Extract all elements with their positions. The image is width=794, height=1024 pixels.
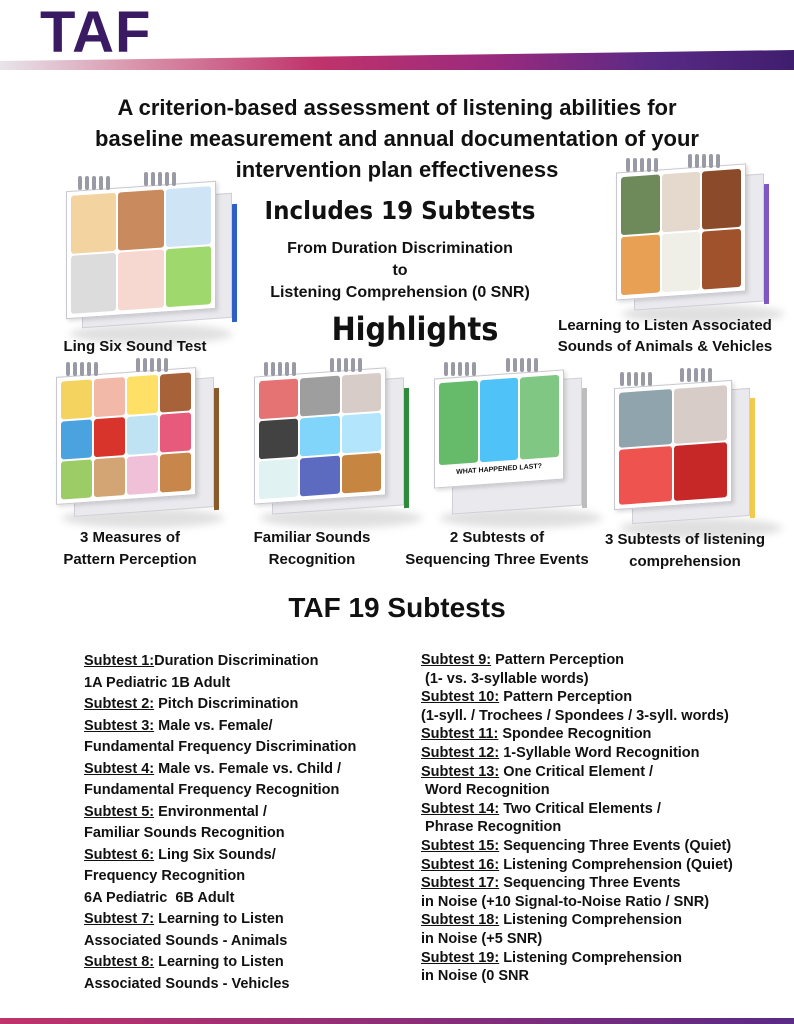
subtest-line xyxy=(421,930,733,949)
subtest-number: Subtest 13: xyxy=(421,763,500,780)
caption-ling: Ling Six Sound Test xyxy=(63,338,207,355)
calendar-page xyxy=(434,369,564,488)
range-start: From Duration Discrimination xyxy=(287,240,513,257)
subtest-number: Subtest 19: xyxy=(421,949,500,966)
calendar-rings xyxy=(626,158,658,172)
subtest-list-left xyxy=(84,651,356,995)
subtest-text: Associated Sounds - Vehicles xyxy=(84,975,290,992)
ring xyxy=(85,176,89,190)
ring xyxy=(520,358,524,372)
ring xyxy=(648,372,652,386)
picture-cell xyxy=(166,186,211,247)
ring xyxy=(627,372,631,386)
highlights-heading: Highlights xyxy=(331,310,499,348)
ring xyxy=(264,362,268,376)
calendar-edge xyxy=(214,388,219,510)
picture-cell xyxy=(520,375,559,460)
ring xyxy=(465,362,469,376)
ring xyxy=(344,358,348,372)
ring xyxy=(271,362,275,376)
caption-comprehension xyxy=(590,529,780,573)
includes-heading: Includes 19 Subtests xyxy=(264,196,536,225)
subtest-number: Subtest 16: xyxy=(421,856,500,873)
subtests-heading: TAF 19 Subtests xyxy=(288,592,506,623)
subtest-line xyxy=(421,763,733,782)
calendar-page xyxy=(56,367,196,505)
ring xyxy=(78,176,82,190)
ring xyxy=(708,368,712,382)
subtest-number: Subtest 15: xyxy=(421,837,500,854)
subtest-line xyxy=(84,952,356,974)
subtest-number: Subtest 8: xyxy=(84,954,155,970)
ring xyxy=(94,362,98,376)
ring xyxy=(709,154,713,168)
subtest-text: Word Recognition xyxy=(421,782,550,799)
caption-line: 3 Subtests of listening xyxy=(604,531,766,548)
ring xyxy=(695,154,699,168)
range-to: to xyxy=(392,262,408,279)
ring xyxy=(66,362,70,376)
calendar-edge xyxy=(582,388,587,508)
ring xyxy=(633,158,637,172)
subtest-line xyxy=(84,931,356,953)
ring xyxy=(172,172,176,186)
subtest-line xyxy=(84,866,356,888)
subtest-line xyxy=(84,845,356,867)
subtest-line xyxy=(421,800,733,819)
subtest-line xyxy=(421,707,733,726)
subtest-line xyxy=(84,802,356,824)
ring xyxy=(513,358,517,372)
picture-cell xyxy=(71,253,116,314)
subtest-text: Duration Discrimination xyxy=(154,653,319,669)
picture-cell xyxy=(160,452,191,492)
subtest-text: in Noise (+5 SNR) xyxy=(421,930,543,947)
ring xyxy=(694,368,698,382)
ring xyxy=(157,358,161,372)
picture-cell xyxy=(127,415,158,455)
subtest-number: Subtest 5: xyxy=(84,803,155,820)
caption-sequencing xyxy=(392,527,602,571)
subtest-text: in Noise (0 SNR xyxy=(421,968,529,985)
subtest-line xyxy=(421,967,733,986)
pattern-perception-calendar-image xyxy=(52,360,212,520)
calendar-rings xyxy=(444,362,476,376)
ling-six-calendar-image xyxy=(60,176,220,336)
ring xyxy=(106,176,110,190)
calendar-rings xyxy=(330,358,362,372)
picture-cell xyxy=(61,459,92,499)
caption-learning xyxy=(540,315,790,357)
calendar-edge xyxy=(750,398,755,518)
subtest-line xyxy=(421,874,733,893)
ring xyxy=(716,154,720,168)
subtest-text: Associated Sounds - Animals xyxy=(84,932,288,949)
caption-line: Pattern Perception xyxy=(63,551,197,568)
ring xyxy=(292,362,296,376)
subtest-line xyxy=(84,694,356,716)
picture-cell xyxy=(674,385,727,444)
subtest-text: One Critical Element / xyxy=(499,763,654,780)
comprehension-calendar-image xyxy=(610,370,770,530)
ring xyxy=(285,362,289,376)
subtest-text: Male vs. Female vs. Child / xyxy=(154,760,342,777)
ring xyxy=(330,358,334,372)
picture-cell xyxy=(480,378,519,463)
subtest-line xyxy=(421,725,733,744)
subtest-line xyxy=(421,837,733,856)
picture-cell xyxy=(621,234,660,295)
ring xyxy=(688,154,692,168)
ring xyxy=(358,358,362,372)
sequencing-calendar-image xyxy=(430,360,590,520)
subtest-line xyxy=(84,780,356,802)
ring xyxy=(158,172,162,186)
subtest-text: 1A Pediatric 1B Adult xyxy=(84,674,231,691)
subtest-line xyxy=(84,909,356,931)
subtest-line xyxy=(421,949,733,968)
subtest-text: Sequencing Three Events (Quiet) xyxy=(499,837,732,854)
calendar-page xyxy=(66,181,216,319)
subtest-number: Subtest 6: xyxy=(84,846,155,863)
calendar-inset-label: WHAT HAPPENED LAST? xyxy=(456,462,542,477)
footer-rule xyxy=(0,1018,794,1024)
calendar-edge xyxy=(764,184,769,304)
picture-cell xyxy=(94,417,125,457)
subtest-number: Subtest 3: xyxy=(84,717,155,734)
picture-cell xyxy=(94,457,125,497)
subtest-text: Two Critical Elements / xyxy=(499,800,661,817)
caption-line: Sequencing Three Events xyxy=(405,551,589,568)
picture-cell xyxy=(61,379,92,419)
subtest-number: Subtest 17: xyxy=(421,875,500,892)
ring xyxy=(337,358,341,372)
tagline-line: intervention plan effectiveness xyxy=(235,157,559,182)
picture-cell xyxy=(662,172,701,233)
caption-line: Sounds of Animals & Vehicles xyxy=(557,338,773,355)
subtest-line xyxy=(84,651,356,673)
subtest-text: (1- vs. 3-syllable words) xyxy=(421,670,589,687)
subtest-text: Fundamental Frequency Discrimination xyxy=(84,739,357,755)
subtest-number: Subtest 9: xyxy=(421,652,492,668)
calendar-rings xyxy=(688,154,720,168)
subtest-line xyxy=(421,818,733,837)
subtest-line xyxy=(84,759,356,781)
calendar-rings xyxy=(78,176,110,190)
subtest-text: Learning to Listen xyxy=(154,911,284,927)
subtest-line xyxy=(421,911,733,930)
picture-cell xyxy=(342,373,381,414)
calendar-page xyxy=(254,367,386,504)
calendar-rings xyxy=(264,362,296,376)
picture-cell xyxy=(118,189,163,250)
ring xyxy=(99,176,103,190)
picture-cell xyxy=(619,446,672,505)
picture-cell xyxy=(94,377,125,417)
subtest-line xyxy=(421,744,733,763)
picture-cell xyxy=(71,193,116,254)
picture-cell xyxy=(342,453,381,494)
range-end: Listening Comprehension (0 SNR) xyxy=(270,284,530,301)
subtest-number: Subtest 1: xyxy=(84,653,155,669)
tagline-line: A criterion-based assessment of listening abilities for xyxy=(117,95,677,120)
subtest-range xyxy=(230,238,570,304)
subtest-number: Subtest 4: xyxy=(84,760,155,777)
ring xyxy=(80,362,84,376)
picture-cell xyxy=(621,174,660,235)
caption-line: 2 Subtests of xyxy=(449,529,545,546)
subtest-number: Subtest 2: xyxy=(84,696,155,712)
subtest-text: Listening Comprehension xyxy=(499,912,683,929)
subtest-text: Frequency Recognition xyxy=(84,868,246,884)
picture-cell xyxy=(439,380,478,465)
ring xyxy=(641,372,645,386)
ring xyxy=(458,362,462,376)
caption-line: 3 Measures of xyxy=(79,529,181,546)
ring xyxy=(620,372,624,386)
calendar-edge xyxy=(404,388,409,508)
ring xyxy=(634,372,638,386)
subtest-line xyxy=(84,974,356,996)
subtest-number: Subtest 11: xyxy=(421,726,499,743)
subtest-text: Pattern Perception xyxy=(499,689,633,706)
ring xyxy=(143,358,147,372)
picture-cell xyxy=(342,413,381,454)
calendar-rings xyxy=(680,368,712,382)
subtest-text: (1-syll. / Trochees / Spondees / 3-syll. words) xyxy=(421,707,729,724)
calendar-page xyxy=(614,380,732,510)
picture-cell xyxy=(702,169,741,230)
calendar-rings xyxy=(144,172,176,186)
calendar-rings xyxy=(620,372,652,386)
picture-cell xyxy=(259,419,298,460)
caption-familiar xyxy=(232,527,392,571)
ring xyxy=(527,358,531,372)
subtest-text: Ling Six Sounds/ xyxy=(154,846,276,863)
subtest-line xyxy=(421,688,733,707)
ring xyxy=(136,358,140,372)
subtest-text: Sequencing Three Events xyxy=(499,875,681,892)
subtest-list-right xyxy=(421,651,733,986)
ring xyxy=(701,368,705,382)
subtest-text: Spondee Recognition xyxy=(498,726,652,743)
animal-sounds-calendar-image xyxy=(612,156,772,316)
subtest-number: Subtest 14: xyxy=(421,800,500,817)
picture-cell xyxy=(702,229,741,290)
subtest-line xyxy=(84,716,356,738)
ring xyxy=(472,362,476,376)
ring xyxy=(534,358,538,372)
ring xyxy=(687,368,691,382)
picture-cell xyxy=(160,412,191,452)
ring xyxy=(144,172,148,186)
subtest-line xyxy=(84,737,356,759)
tagline-line: baseline measurement and annual documentation of your xyxy=(95,126,699,151)
caption-line: Familiar Sounds xyxy=(253,529,371,546)
picture-cell xyxy=(127,375,158,415)
subtest-text: Fundamental Frequency Recognition xyxy=(84,782,340,798)
ring xyxy=(647,158,651,172)
subtest-line xyxy=(84,673,356,695)
subtest-text: Learning to Listen xyxy=(154,954,284,970)
subtest-text: Pitch Discrimination xyxy=(154,696,299,712)
ring xyxy=(640,158,644,172)
subtest-number: Subtest 12: xyxy=(421,744,500,761)
subtest-text: in Noise (+10 Signal-to-Noise Ratio / SNR) xyxy=(421,893,710,910)
subtest-line xyxy=(421,670,733,689)
familiar-sounds-calendar-image xyxy=(250,360,410,520)
subtest-number: Subtest 10: xyxy=(421,689,500,706)
ring xyxy=(680,368,684,382)
ring xyxy=(92,176,96,190)
subtest-text: Listening Comprehension (Quiet) xyxy=(499,856,733,873)
subtest-text: 6A Pediatric 6B Adult xyxy=(84,889,235,906)
calendar-edge xyxy=(232,204,237,322)
caption-line: Learning to Listen Associated xyxy=(558,317,772,334)
ring xyxy=(151,172,155,186)
ring xyxy=(444,362,448,376)
caption-line: comprehension xyxy=(629,553,741,570)
ring xyxy=(702,154,706,168)
picture-cell xyxy=(259,459,298,500)
picture-cell xyxy=(127,455,158,495)
subtest-line xyxy=(84,823,356,845)
subtest-line xyxy=(84,888,356,910)
subtest-line xyxy=(421,651,733,670)
picture-cell xyxy=(160,372,191,412)
picture-cell xyxy=(674,442,727,501)
ring xyxy=(451,362,455,376)
calendar-page xyxy=(616,163,746,300)
picture-cell xyxy=(118,249,163,310)
ring xyxy=(351,358,355,372)
taf-logo: TAF xyxy=(40,0,152,65)
subtest-text: Familiar Sounds Recognition xyxy=(84,825,285,841)
caption-pattern xyxy=(30,527,230,571)
picture-cell xyxy=(300,376,339,417)
subtest-number: Subtest 18: xyxy=(421,912,500,929)
ring xyxy=(73,362,77,376)
subtest-text: Environmental / xyxy=(154,803,267,820)
calendar-rings xyxy=(506,358,538,372)
ring xyxy=(165,172,169,186)
ring xyxy=(164,358,168,372)
subtest-line xyxy=(421,856,733,875)
subtest-line xyxy=(421,893,733,912)
subtest-number: Subtest 7: xyxy=(84,911,155,927)
subtest-text: Male vs. Female/ xyxy=(154,717,273,734)
ring xyxy=(150,358,154,372)
calendar-rings xyxy=(136,358,168,372)
picture-cell xyxy=(619,389,672,448)
ring xyxy=(506,358,510,372)
picture-cell xyxy=(300,416,339,457)
subtest-text: Phrase Recognition xyxy=(421,819,562,836)
ring xyxy=(278,362,282,376)
subtest-line xyxy=(421,781,733,800)
picture-cell xyxy=(61,419,92,459)
caption-line: Recognition xyxy=(268,551,356,568)
subtest-text: Pattern Perception xyxy=(491,652,625,668)
ring xyxy=(626,158,630,172)
picture-cell xyxy=(662,232,701,293)
ring xyxy=(654,158,658,172)
subtest-text: Listening Comprehension xyxy=(499,949,683,966)
subtest-text: 1-Syllable Word Recognition xyxy=(499,744,700,761)
picture-cell xyxy=(300,456,339,497)
calendar-rings xyxy=(66,362,98,376)
ring xyxy=(87,362,91,376)
picture-cell xyxy=(259,379,298,420)
picture-cell xyxy=(166,246,211,307)
